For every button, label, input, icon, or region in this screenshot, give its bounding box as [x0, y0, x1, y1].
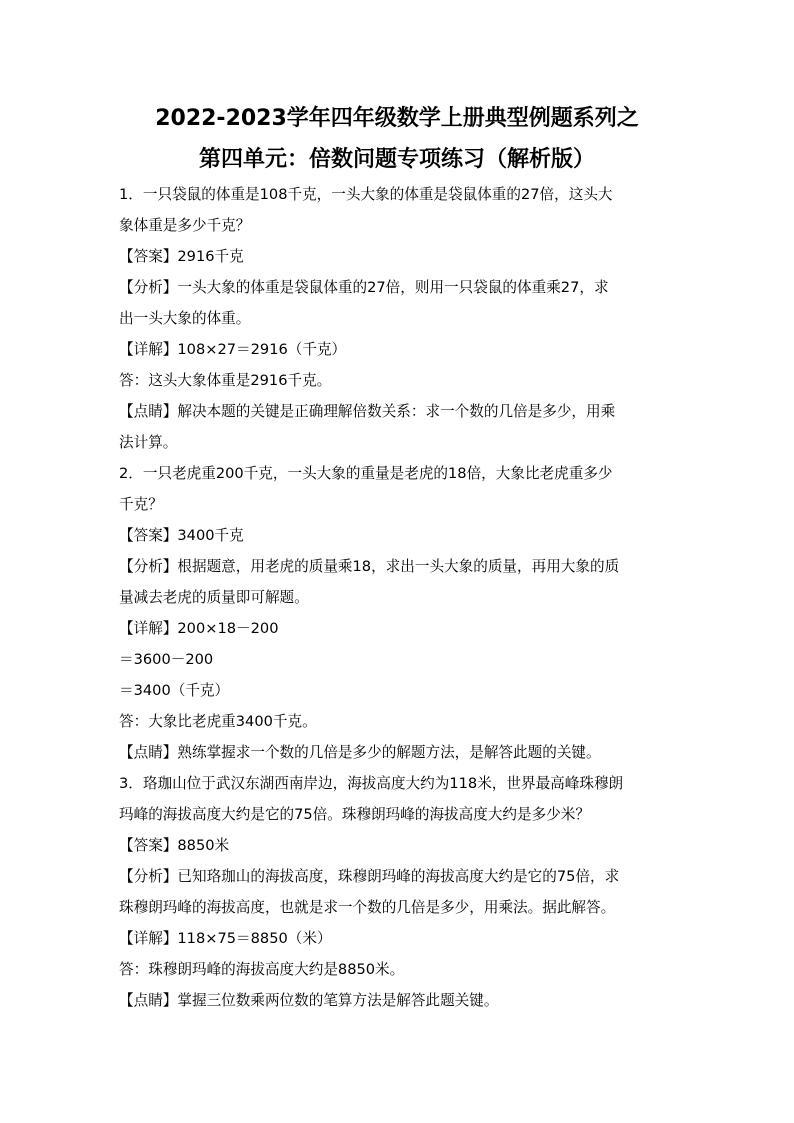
problem-3-question-line-2: 玛峰的海拔高度大约是它的75倍。珠穆朗玛峰的海拔高度大约是多少米？	[119, 806, 590, 823]
problem-3-detail-line-2: 答：珠穆朗玛峰的海拔高度大约是8850米。	[119, 961, 405, 978]
problem-3-analysis-line-1: 【分析】已知珞珈山的海拔高度，珠穆朗玛峰的海拔高度大约是它的75倍，求	[119, 868, 620, 885]
problem-3-question-line-1: 3．珞珈山位于武汉东湖西南岸边，海拔高度大约为118米，世界最高峰珠穆朗	[119, 775, 624, 792]
problem-2-analysis-line-1: 【分析】根据题意，用老虎的质量乘18，求出一头大象的质量，再用大象的质	[119, 558, 620, 575]
problem-2-detail-line-2: ＝3600－200	[119, 651, 214, 668]
problem-3-analysis-line-2: 珠穆朗玛峰的海拔高度，也就是求一个数的几倍是多少，用乘法。据此解答。	[119, 899, 616, 916]
problem-1-comment-line-1: 【点睛】解决本题的关键是正确理解倍数关系：求一个数的几倍是多少，用乘	[119, 403, 616, 420]
problem-1-question-line-1: 1．一只袋鼠的体重是108千克，一头大象的体重是袋鼠体重的27倍，这头大	[119, 186, 613, 203]
problem-2-question-line-1: 2．一只老虎重200千克，一头大象的重量是老虎的18倍，大象比老虎重多少	[119, 465, 613, 482]
problem-1-detail-line-2: 答：这头大象体重是2916千克。	[119, 372, 332, 389]
problem-2-analysis-line-2: 量减去老虎的质量即可解题。	[119, 589, 309, 606]
problem-1-analysis-line-1: 【分析】一头大象的体重是袋鼠体重的27倍，则用一只袋鼠的体重乘27，求	[119, 279, 609, 296]
document-title-line-1: 2022-2023学年四年级数学上册典型例题系列之	[155, 106, 639, 131]
problem-2-answer: 【答案】3400千克	[119, 527, 244, 544]
problem-1-detail-line-1: 【详解】108×27＝2916（千克）	[119, 341, 347, 358]
problem-2-question-line-2: 千克？	[119, 496, 163, 513]
problem-2-detail-line-4: 答：大象比老虎重3400千克。	[119, 713, 317, 730]
problem-1-analysis-line-2: 出一头大象的体重。	[119, 310, 251, 327]
problem-2-detail-line-1: 【详解】200×18－200	[119, 620, 279, 637]
problem-1-answer: 【答案】2916千克	[119, 248, 244, 265]
document-title-line-2: 第四单元：倍数问题专项练习（解析版）	[198, 147, 595, 172]
problem-2-detail-line-3: ＝3400（千克）	[119, 682, 230, 699]
problem-3-detail-line-1: 【详解】118×75＝8850（米）	[119, 930, 332, 947]
problem-2-comment-line-1: 【点睛】熟练掌握求一个数的几倍是多少的解题方法，是解答此题的关键。	[119, 744, 601, 761]
problem-3-answer: 【答案】8850米	[119, 837, 230, 854]
problem-3-comment-line-1: 【点睛】掌握三位数乘两位数的笔算方法是解答此题关键。	[119, 992, 499, 1009]
problem-1-question-line-2: 象体重是多少千克？	[119, 217, 251, 234]
problem-1-comment-line-2: 法计算。	[119, 434, 178, 451]
